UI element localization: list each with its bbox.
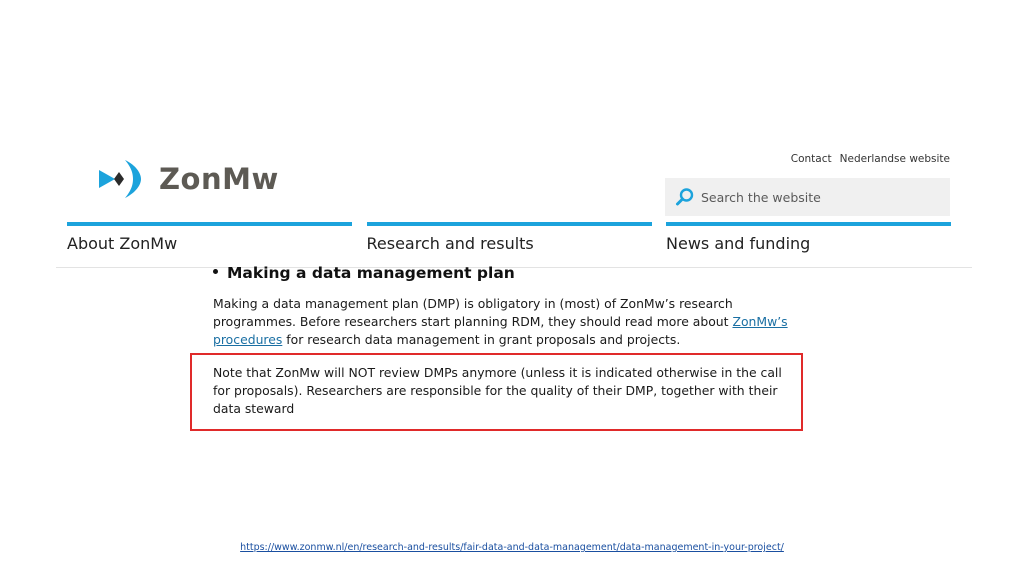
intro-text-end: for research data management in grant proposals and projects. [282, 332, 681, 347]
dmp-review-note: Note that ZonMw will NOT review DMPs anymore (unless it is indicated otherwise in the call for proposals). Researchers are responsible for the quality of their DMP, together with their data steward [213, 365, 782, 416]
main-navigation [67, 222, 951, 253]
nav-item-news-funding[interactable]: News and funding [666, 222, 951, 253]
search-box[interactable] [665, 178, 950, 216]
section-heading [213, 264, 515, 282]
source-url [0, 542, 1024, 553]
nav-item-about[interactable]: About ZonMw [67, 222, 352, 253]
dutch-website-link[interactable]: Nederlandse website [839, 153, 950, 165]
logo-text: ZonMw [159, 162, 279, 196]
intro-text-start: Making a data management plan (DMP) is obligatory in (most) of ZonMw’s research programmes. Before researchers start planning RDM, they should read more about [213, 296, 733, 329]
search-input[interactable] [701, 190, 941, 205]
bullet-icon [213, 269, 218, 274]
zonmw-logo-mark-icon [97, 158, 145, 200]
zonmw-logo[interactable] [97, 158, 279, 200]
contact-link[interactable]: Contact [790, 153, 832, 165]
utility-links [791, 153, 950, 165]
dmp-intro-paragraph [213, 295, 803, 349]
section-heading-text: Making a data management plan [227, 264, 515, 282]
source-url-link[interactable]: https://www.zonmw.nl/en/research-and-results/fair-data-and-data-management/data-management-in-your-project/ [240, 542, 784, 553]
search-icon[interactable] [675, 187, 695, 207]
nav-item-research-results[interactable]: Research and results [367, 222, 652, 253]
zonmw-procedures-link[interactable]: ZonMw’s procedures [213, 314, 788, 347]
